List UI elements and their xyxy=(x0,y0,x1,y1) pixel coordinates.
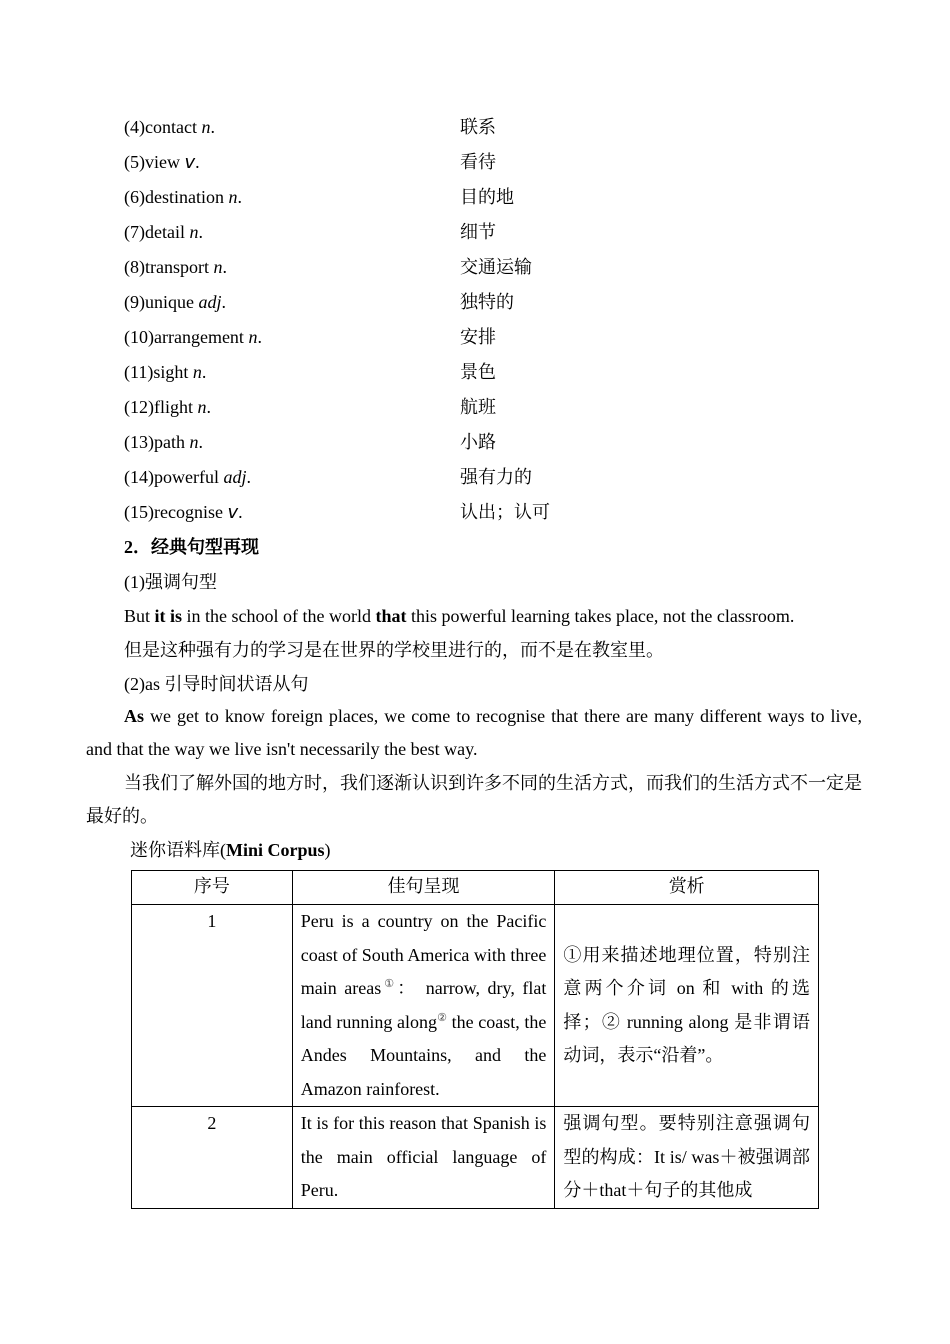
vocab-meaning: 独特的 xyxy=(460,292,514,312)
vocab-row xyxy=(124,500,550,525)
vocab-row xyxy=(124,430,496,454)
vocab-pos: n xyxy=(248,327,258,347)
section-title-text: 2．经典句型再现 xyxy=(124,537,259,557)
header-sentence: 佳句呈现 xyxy=(292,871,555,905)
vocab-row xyxy=(124,325,496,349)
vocab-row xyxy=(124,465,532,489)
vocab-pos: n xyxy=(228,187,238,207)
header-number: 序号 xyxy=(132,871,293,905)
vocab-word: (5)view v. xyxy=(124,152,200,173)
pattern2-english: As we get to know foreign places, we come to recognise that there are many different ways to live, and that the way we live isn't necessarily the best way. xyxy=(86,706,862,759)
vocab-row xyxy=(124,150,496,175)
pattern1-english: But it is in the school of the world that this powerful learning takes place, not the classroom. xyxy=(124,606,795,626)
vocab-meaning: 联系 xyxy=(460,117,496,137)
vocab-row xyxy=(124,185,514,209)
vocab-pos: n xyxy=(192,362,202,382)
vocab-pos: n xyxy=(197,397,207,417)
vocab-row xyxy=(124,360,496,384)
table-row xyxy=(132,905,819,1107)
pattern1-chinese: 但是这种强有力的学习是在世界的学校里进行的，而不是在教室里。 xyxy=(124,640,664,660)
vocab-meaning: 细节 xyxy=(460,222,496,242)
pattern1-title: (1)强调句型 xyxy=(124,572,217,592)
vocab-word: (7)detail n. xyxy=(124,222,203,242)
corpus-title: 迷你语料库(Mini Corpus) xyxy=(130,840,331,860)
vocab-pos: n xyxy=(189,432,199,452)
vocab-meaning: 看待 xyxy=(460,152,496,172)
header-analysis: 赏析 xyxy=(555,871,819,905)
vocab-meaning: 安排 xyxy=(460,327,496,347)
row-sentence: It is for this reason that Spanish is the main official language of Peru. xyxy=(292,1107,555,1209)
vocab-row xyxy=(124,255,532,279)
row-analysis: ①用来描述地理位置，特别注意两个介词 on 和 with 的选择；② running along 是非谓语动词，表示“沿着”。 xyxy=(555,905,819,1107)
section-title xyxy=(124,535,259,559)
vocab-row xyxy=(124,220,496,244)
vocab-row xyxy=(124,115,496,139)
vocab-word: (6)destination n. xyxy=(124,187,242,207)
vocab-pos: v xyxy=(227,502,239,523)
vocab-word: (10)arrangement n. xyxy=(124,327,262,347)
row-number: 1 xyxy=(132,905,293,1107)
vocab-pos: n xyxy=(213,257,223,277)
vocab-word: (12)flight n. xyxy=(124,397,211,417)
vocab-word: (13)path n. xyxy=(124,432,203,452)
row-analysis: 强调句型。要特别注意强调句型的构成：It is/ was＋被强调部分＋that＋句子的其他成 xyxy=(555,1107,819,1209)
pattern2-title: (2)as 引导时间状语从句 xyxy=(124,674,309,694)
row-sentence: Peru is a country on the Pacific coast of South America with three main areas①： narrow, dry, flat land running along② the coast, the Andes Mountains, and the Amazon rainforest. xyxy=(292,905,555,1107)
table-row xyxy=(132,1107,819,1209)
vocab-meaning: 交通运输 xyxy=(460,257,532,277)
vocab-word: (15)recognise v. xyxy=(124,502,243,523)
vocab-meaning: 小路 xyxy=(460,432,496,452)
vocab-pos: adj xyxy=(198,292,222,312)
vocab-word: (14)powerful adj. xyxy=(124,467,251,487)
table-header-row xyxy=(132,871,819,905)
vocab-word: (9)unique adj. xyxy=(124,292,226,312)
vocab-meaning: 航班 xyxy=(460,397,496,417)
vocab-pos: adj xyxy=(223,467,247,487)
vocab-pos: n xyxy=(189,222,199,242)
corpus-table xyxy=(131,870,819,1209)
vocab-word: (8)transport n. xyxy=(124,257,227,277)
vocab-meaning: 目的地 xyxy=(460,187,514,207)
vocab-word: (11)sight n. xyxy=(124,362,207,382)
row-number: 2 xyxy=(132,1107,293,1209)
vocab-row xyxy=(124,290,514,314)
pattern2-chinese: 当我们了解外国的地方时，我们逐渐认识到许多不同的生活方式，而我们的生活方式不一定是最好的。 xyxy=(86,773,862,826)
vocab-meaning: 认出；认可 xyxy=(460,502,550,522)
vocab-row xyxy=(124,395,496,419)
vocab-meaning: 强有力的 xyxy=(460,467,532,487)
vocab-pos: n xyxy=(201,117,211,137)
vocab-meaning: 景色 xyxy=(460,362,496,382)
vocab-word: (4)contact n. xyxy=(124,117,215,137)
vocab-pos: v xyxy=(184,152,196,173)
